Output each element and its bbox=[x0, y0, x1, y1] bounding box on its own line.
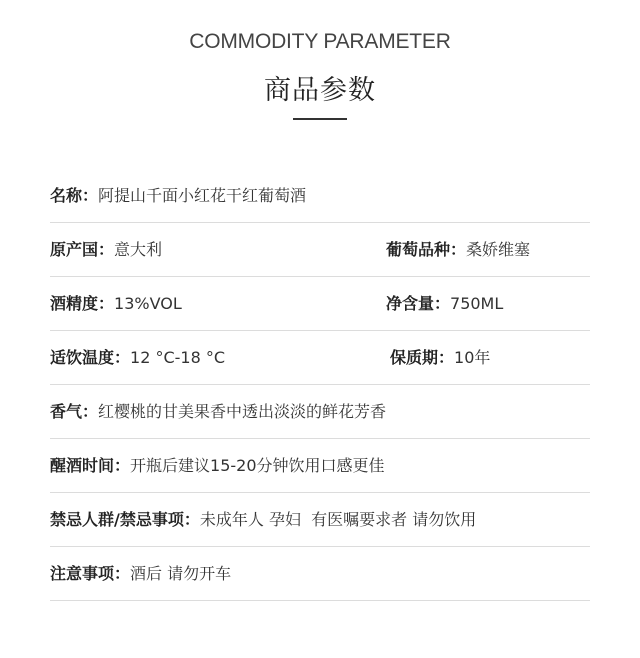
param-value: 未成年人 孕妇 有医嘱要求者 请勿饮用 bbox=[199, 510, 477, 529]
param-label: 香气： bbox=[50, 402, 99, 421]
param-label: 葡萄品种： bbox=[386, 240, 467, 259]
param-label: 酒精度： bbox=[50, 294, 115, 313]
param-label: 醒酒时间： bbox=[50, 456, 131, 475]
param-value: 13%VOL bbox=[114, 294, 182, 313]
param-value: 750ML bbox=[450, 294, 504, 313]
param-label: 名称： bbox=[50, 186, 99, 205]
param-net-content bbox=[386, 277, 503, 331]
param-row-name bbox=[50, 169, 590, 223]
param-name bbox=[50, 169, 306, 223]
param-value: 意大利 bbox=[114, 240, 163, 259]
param-serving-temperature bbox=[50, 331, 225, 385]
param-notice bbox=[50, 547, 231, 601]
param-row-decant bbox=[50, 439, 590, 493]
param-value: 红樱桃的甘美果香中透出淡淡的鲜花芳香 bbox=[98, 402, 387, 421]
param-row-temperature bbox=[50, 331, 590, 385]
param-row-alcohol bbox=[50, 277, 590, 331]
param-alcohol bbox=[50, 277, 182, 331]
param-row-notice bbox=[50, 547, 590, 601]
param-value: 12 °C-18 °C bbox=[130, 348, 226, 367]
param-row-restrictions bbox=[50, 493, 590, 547]
param-aroma bbox=[50, 385, 386, 439]
param-value: 桑娇维塞 bbox=[466, 240, 531, 259]
param-value: 开瓶后建议15-20分钟饮用口感更佳 bbox=[130, 456, 385, 475]
title-en: COMMODITY PARAMETER bbox=[189, 30, 451, 53]
param-shelf-life bbox=[390, 331, 490, 385]
param-label: 适饮温度： bbox=[50, 348, 131, 367]
param-grape-variety bbox=[386, 223, 530, 277]
param-label: 保质期： bbox=[390, 348, 455, 367]
param-origin bbox=[50, 223, 162, 277]
param-value: 10年 bbox=[454, 348, 491, 367]
param-row-aroma bbox=[50, 385, 590, 439]
param-value: 酒后 请勿开车 bbox=[130, 564, 232, 583]
param-row-origin bbox=[50, 223, 590, 277]
param-value: 阿提山千面小红花干红葡萄酒 bbox=[98, 186, 307, 205]
param-label: 原产国： bbox=[50, 240, 115, 259]
param-decanting-time bbox=[50, 439, 385, 493]
param-label: 禁忌人群/禁忌事项： bbox=[50, 510, 200, 529]
param-label: 注意事项： bbox=[50, 564, 131, 583]
param-restrictions bbox=[50, 493, 476, 547]
title-cn: 商品参数 bbox=[264, 75, 376, 106]
title-divider bbox=[293, 118, 347, 120]
param-label: 净含量： bbox=[386, 294, 451, 313]
